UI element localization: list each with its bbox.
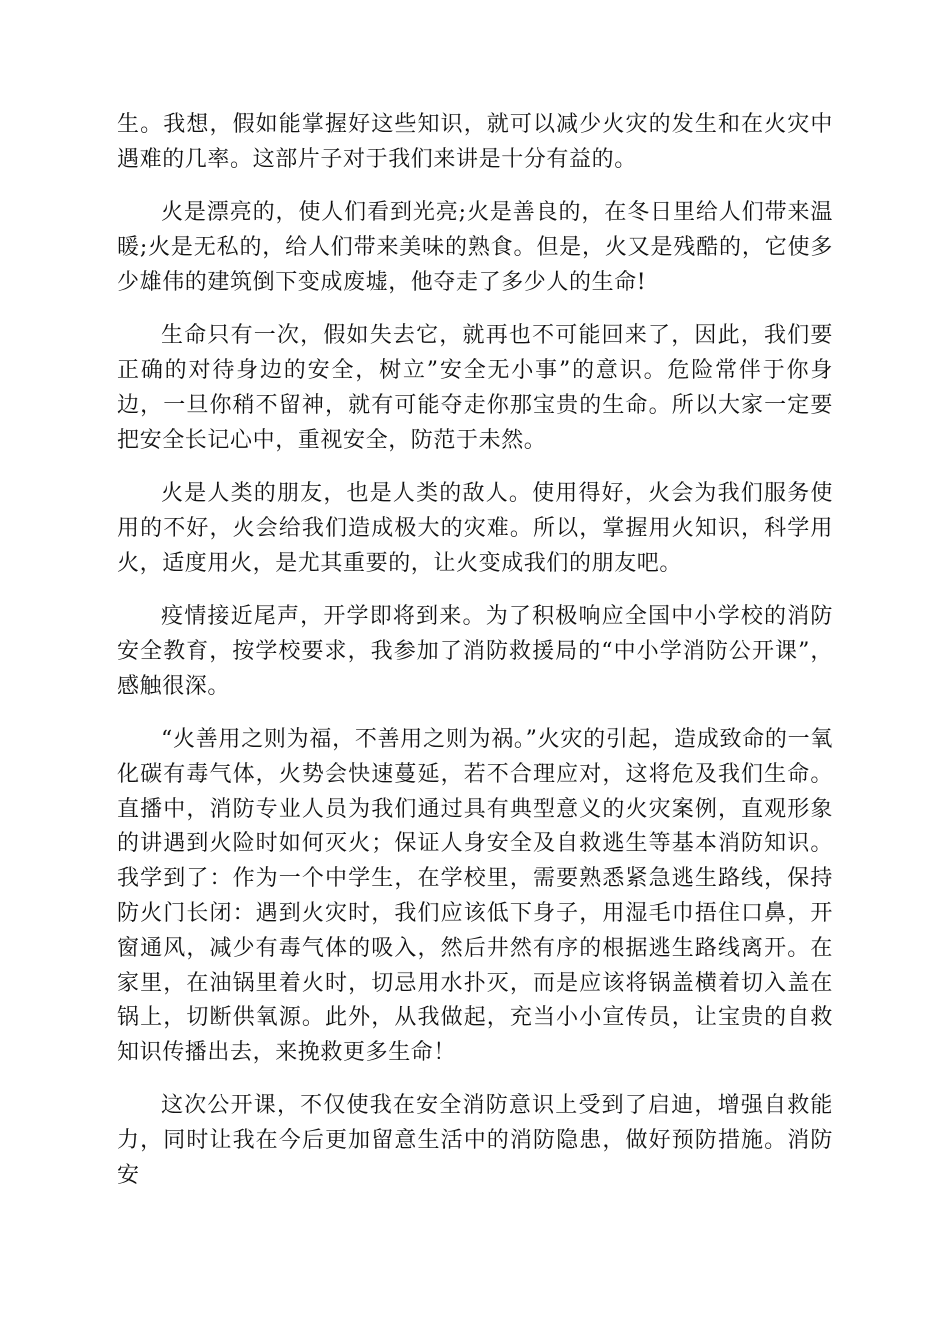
paragraph-6: “火善用之则为福，不善用之则为祸。”火灾的引起，造成致命的一氧化碳有毒气体，火势会快速蔓延，若不合理应对，这将危及我们生命。直播中，消防专业人员为我们通过具有典型意义的火灾案例，直观形象的讲遇到火险时如何灭火；保证人身安全及自救逃生等基本消防知识。我学到了：作为一个中学生，在学校里，需要熟悉紧急逃生路线，保持防火门长闭：遇到火灾时，我们应该低下身子，用湿毛巾捂住口鼻，开窗通风，减少有毒气体的吸入，然后井然有序的根据逃生路线离开。在家里，在油锅里着火时，切忌用水扑灭，而是应该将锅盖横着切入盖在锅上，切断供氧源。此外，从我做起，充当小小宣传员，让宝贵的自救知识传播出去，来挽救更多生命！ <box>117 726 833 1066</box>
paragraph-5: 疫情接近尾声，开学即将到来。为了积极响应全国中小学校的消防安全教育，按学校要求，我参加了消防救援局的“中小学消防公开课”，感触很深。 <box>117 603 833 699</box>
paragraph-2: 火是漂亮的，使人们看到光亮;火是善良的，在冬日里给人们带来温暖;火是无私的，给人们带来美味的熟食。但是，火又是残酷的，它使多少雄伟的建筑倒下变成废墟，他夺走了多少人的生命! <box>117 200 833 295</box>
paragraph-7: 这次公开课，不仅使我在安全消防意识上受到了启迪，增强自救能力，同时让我在今后更加留意生活中的消防隐患，做好预防措施。消防安 <box>117 1093 833 1189</box>
paragraph-4: 火是人类的朋友，也是人类的敌人。使用得好，火会为我们服务使用的不好，火会给我们造成极大的灾难。所以，掌握用火知识，科学用火，适度用火，是尤其重要的，让火变成我们的朋友吧。 <box>117 480 833 576</box>
paragraph-1: 生。我想，假如能掌握好这些知识，就可以减少火灾的发生和在火灾中遇难的几率。这部片子对于我们来讲是十分有益的。 <box>117 112 833 172</box>
paragraph-3: 生命只有一次，假如失去它，就再也不可能回来了，因此，我们要正确的对待身边的安全，树立”安全无小事”的意识。危险常伴于你身边，一旦你稍不留神，就有可能夺走你那宝贵的生命。所以大家一定要把安全长记心中，重视安全，防范于未然。 <box>117 323 833 453</box>
document-page <box>117 108 833 1212</box>
